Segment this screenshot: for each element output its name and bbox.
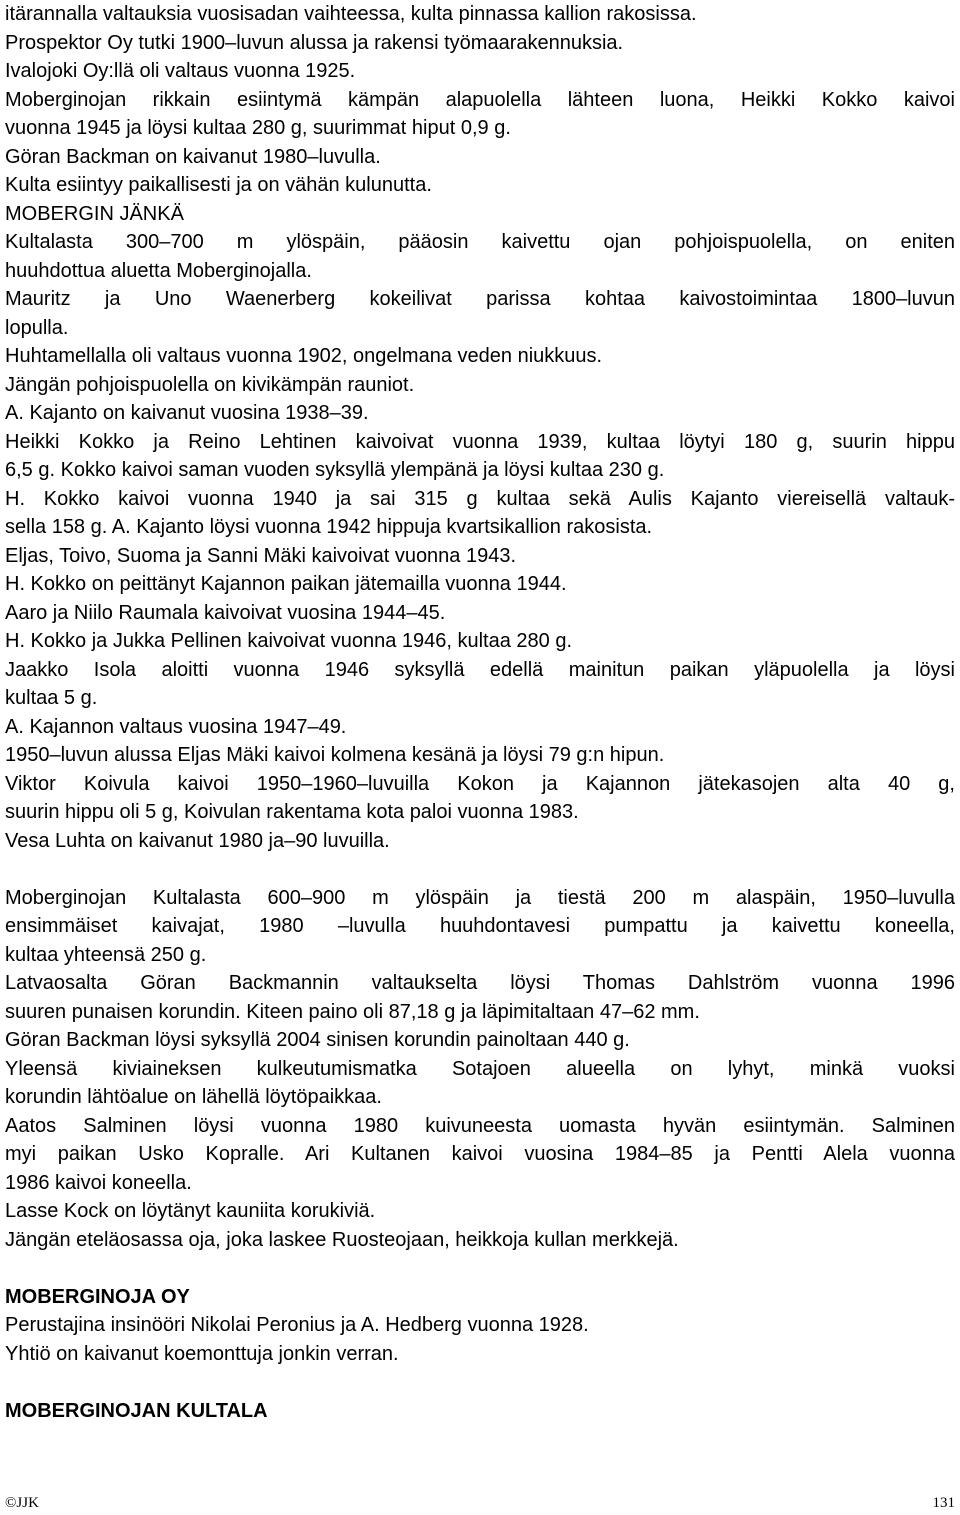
text-line: Aaro ja Niilo Raumala kaivoivat vuosina 1944–45. [5,601,446,624]
text-line: Jängän pohjoispuolella on kivikämpän rauniot. [5,373,415,396]
text-line: Perustajina insinööri Nikolai Peronius ja A. Hedberg vuonna 1928. [5,1314,589,1336]
text-line: ensimmäiset kaivajat, 1980 –luvulla huuhdontavesi pumpattu ja kaivettu koneella, [5,915,955,937]
text-line: Göran Backman on kaivanut 1980–luvulla. [5,145,381,168]
text-line: H. Kokko ja Jukka Pellinen kaivoivat vuonna 1946, kultaa 280 g. [5,630,573,652]
page-number: 131 [932,1495,955,1511]
text-line: Yleensä kiviaineksen kulkeutumismatka Sotajoen alueella on lyhyt, minkä vuoksi [5,1057,955,1080]
text-line: Göran Backman löysi syksyllä 2004 sinisen korundin painoltaan 440 g. [5,1029,630,1051]
text-line: kultaa 5 g. [5,687,98,709]
text-line: Kulta esiintyy paikallisesti ja on vähän kulunutta. [5,174,432,196]
paragraph-gap [5,1254,955,1283]
text-line: Heikki Kokko ja Reino Lehtinen kaivoivat vuonna 1939, kultaa löytyi 180 g, suurin hippu [5,430,955,453]
body-text [5,0,955,1425]
paragraph-gap [5,855,955,884]
text-line: suuren punaisen korundin. Kiteen paino oli 87,18 g ja läpimitaltaan 47–62 mm. [5,1000,700,1023]
text-line: 1986 kaivoi koneella. [5,1171,192,1194]
text-line: kultaa yhteensä 250 g. [5,943,207,966]
text-line: itärannalla valtauksia vuosisadan vaihteessa, kulta pinnassa kallion rakosissa. [5,3,697,25]
text-line: Lasse Kock on löytänyt kauniita korukiviä. [5,1200,376,1222]
text-line: myi paikan Usko Kopralle. Ari Kultanen kaivoi vuosina 1984–85 ja Pentti Alela vuonna [5,1143,955,1165]
text-line: Kultalasta 300–700 m ylöspäin, pääosin kaivettu ojan pohjoispuolella, on eniten [5,231,955,253]
text-line: Latvaosalta Göran Backmannin valtaukselta löysi Thomas Dahlström vuonna 1996 [5,972,955,994]
text-line: huuhdottua aluetta Moberginojalla. [5,259,312,282]
text-line: vuonna 1945 ja löysi kultaa 280 g, suurimmat hiput 0,9 g. [5,117,511,139]
text-line: lopulla. [5,316,69,339]
text-line: Vesa Luhta on kaivanut 1980 ja–90 luvuilla. [5,829,390,852]
text-line: Aatos Salminen löysi vuonna 1980 kuivuneesta uomasta hyvän esiintymän. Salminen [5,1114,955,1137]
text-line: A. Kajanto on kaivanut vuosina 1938–39. [5,402,369,424]
text-line: Ivalojoki Oy:llä oli valtaus vuonna 1925. [5,60,356,82]
text-line: Jängän eteläosassa oja, joka laskee Ruosteojaan, heikkoja kullan merkkejä. [5,1228,679,1251]
text-line: Yhtiö on kaivanut koemonttuja jonkin verran. [5,1342,399,1365]
footer-copyright: ©JJK [5,1495,39,1511]
text-line: MOBERGIN JÄNKÄ [5,202,184,225]
paragraph-gap [5,1368,955,1397]
text-line: Jaakko Isola aloitti vuonna 1946 syksyllä edellä mainitun paikan yläpuolella ja löysi [5,658,955,681]
text-line: Moberginojan Kultalasta 600–900 m ylöspäin ja tiestä 200 m alaspäin, 1950–luvulla [5,886,955,909]
text-line: korundin lähtöalue on lähellä löytöpaikkaa. [5,1086,382,1108]
text-line: Huhtamellalla oli valtaus vuonna 1902, ongelmana veden niukkuus. [5,345,603,367]
text-line: Viktor Koivula kaivoi 1950–1960–luvuilla Kokon ja Kajannon jätekasojen alta 40 g, [5,772,955,795]
text-line: H. Kokko kaivoi vuonna 1940 ja sai 315 g kultaa sekä Aulis Kajanto viereisellä valtauk- [5,487,955,510]
text-line: 1950–luvun alussa Eljas Mäki kaivoi kolmena kesänä ja löysi 79 g:n hipun. [5,744,665,766]
section-heading: MOBERGINOJA OY [5,1285,190,1308]
text-line: sella 158 g. A. Kajanto löysi vuonna 1942 hippuja kvartsikallion rakosista. [5,516,653,538]
text-line: Prospektor Oy tutki 1900–luvun alussa ja rakensi työmaarakennuksia. [5,31,624,54]
text-line: Eljas, Toivo, Suoma ja Sanni Mäki kaivoivat vuonna 1943. [5,544,517,567]
text-line: Moberginojan rikkain esiintymä kämpän alapuolella lähteen luona, Heikki Kokko kaivoi [5,88,955,111]
text-line: 6,5 g. Kokko kaivoi saman vuoden syksyllä ylempänä ja löysi kultaa 230 g. [5,459,665,481]
text-line: A. Kajannon valtaus vuosina 1947–49. [5,715,347,738]
text-line: Mauritz ja Uno Waenerberg kokeilivat parissa kohtaa kaivostoimintaa 1800–luvun [5,288,955,310]
document-page [5,0,955,1425]
section-heading: MOBERGINOJAN KULTALA [5,1399,268,1422]
text-line: suurin hippu oli 5 g, Koivulan rakentama kota paloi vuonna 1983. [5,801,579,823]
text-line: H. Kokko on peittänyt Kajannon paikan jätemailla vuonna 1944. [5,573,567,595]
